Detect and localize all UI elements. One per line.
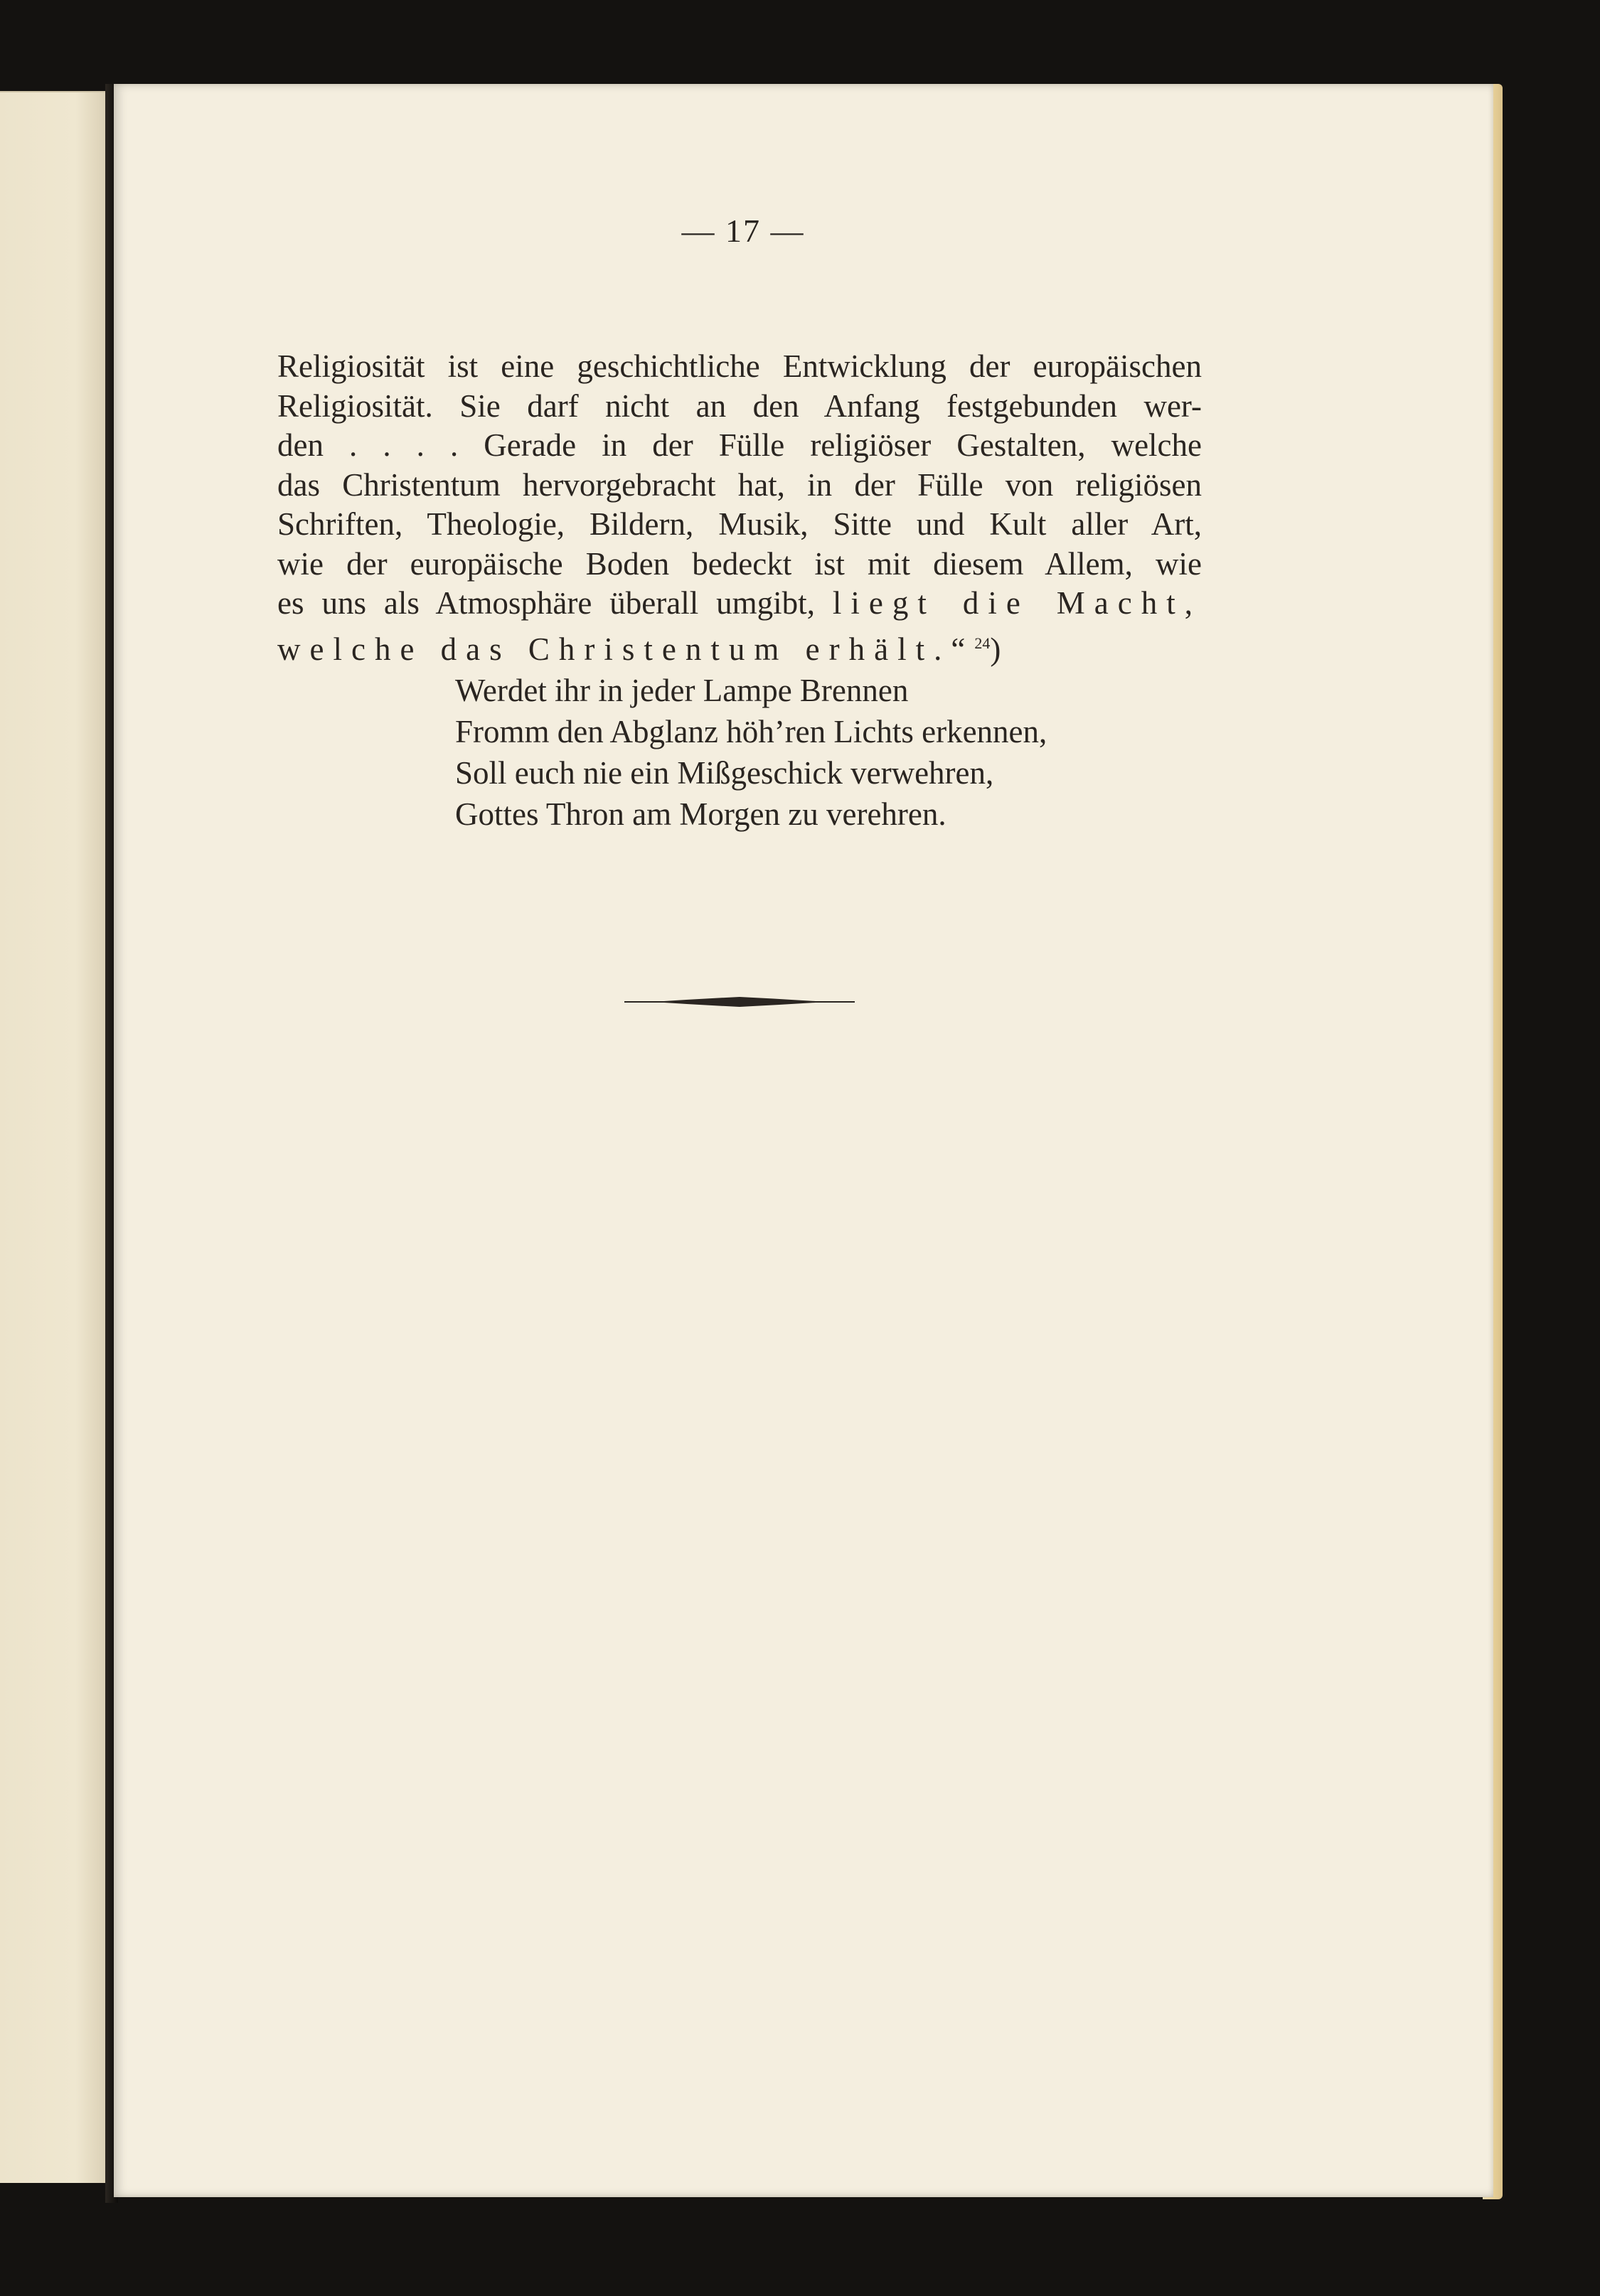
paragraph-text: es uns als Atmosphäre überall umgibt,: [277, 585, 815, 621]
emphasized-text: welche das Christentum erhält.“: [277, 631, 975, 667]
paragraph-line: Religiosität. Sie darf nicht an den Anfang festgebunden wer-: [277, 388, 1202, 424]
paragraph-line: den . . . . Gerade in der Fülle religiöser Gestalten, welche: [277, 427, 1202, 463]
paragraph-line: [277, 624, 1202, 670]
verse-line: Werdet ihr in jeder Lampe Brennen: [455, 673, 909, 708]
verse-line: Soll euch nie ein Mißgeschick verwehren,: [455, 755, 994, 791]
paragraph-text: ): [990, 631, 1001, 667]
paragraph-line: [277, 584, 1202, 624]
body-paragraph: [277, 347, 1202, 669]
ornamental-rule: [624, 991, 855, 1013]
paragraph-line: Religiosität ist eine geschichtliche Entwicklung der europäischen: [277, 348, 1202, 384]
paragraph-line: wie der europäische Boden bedeckt ist mit diesem Allem, wie: [277, 545, 1202, 582]
verse-line: Gottes Thron am Morgen zu verehren.: [455, 796, 946, 832]
paragraph-line: das Christentum hervorgebracht hat, in der Fülle von religiösen: [277, 466, 1202, 503]
verse-line: Fromm den Abglanz höh’ren Lichts erkennen,: [455, 714, 1047, 749]
verse-block: [455, 670, 1047, 835]
footnote-reference: 24: [974, 634, 991, 652]
left-page-edge: [0, 91, 108, 2183]
emphasized-text: liegt die Macht,: [832, 585, 1202, 621]
paragraph-line: Schriften, Theologie, Bildern, Musik, Sitte und Kult aller Art,: [277, 506, 1202, 542]
page-number: — 17 —: [681, 213, 805, 249]
